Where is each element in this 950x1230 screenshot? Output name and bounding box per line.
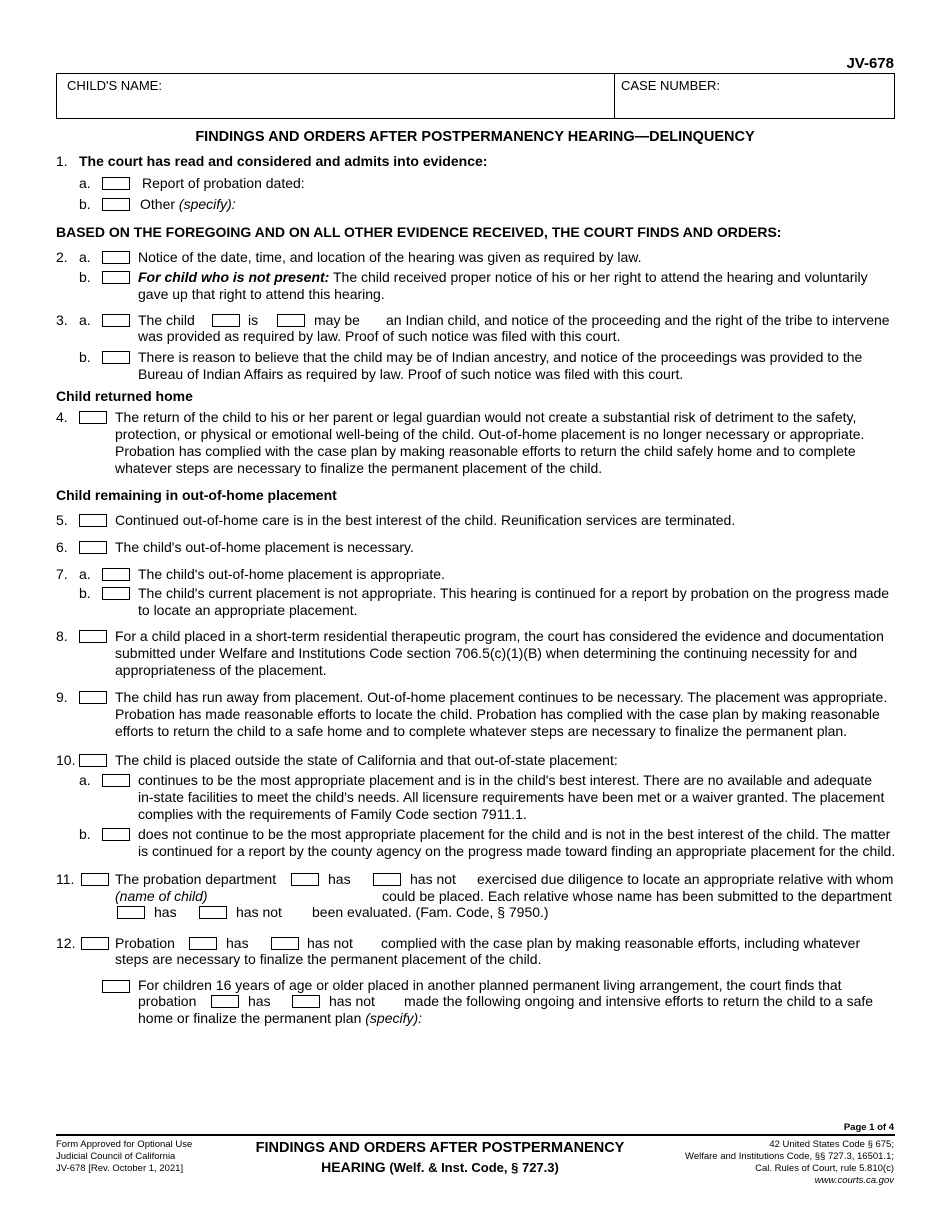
- item-11-line2-rest: could be placed. Each relative whose name has been submitted to the department: [382, 888, 892, 904]
- item-1b-letter: b.: [79, 196, 91, 212]
- footer-center: [200, 1139, 680, 1177]
- item-8-line2: submitted under Welfare and Institutions Code section 706.5(c)(1)(B) when determining the continuing necessity for and: [115, 645, 858, 661]
- item-11-line1-rest: exercised due diligence to locate an appropriate relative with whom: [477, 871, 894, 887]
- item-7b-line1: The child's current placement is not appropriate. This hearing is continued for a report by probation on the progress made: [138, 585, 890, 601]
- item-2a-letter: a.: [79, 249, 91, 265]
- item-4-num: 4.: [56, 409, 68, 425]
- item-10b-line2: is continued for a report by the county agency on the progress made toward finding an appropriate placement for the child.: [138, 843, 896, 859]
- item-10-checkbox[interactable]: [79, 754, 107, 767]
- item-12-line2: steps are necessary to finalize the permanent placement of the child.: [115, 951, 542, 967]
- item-12-sub-has-checkbox[interactable]: [211, 995, 239, 1008]
- item-4-line4: whatever steps are necessary to finalize the permanent placement of the child.: [115, 460, 603, 476]
- item-10b-line1: does not continue to be the most appropriate placement for the child and is not in the best interest of the child. The matter: [138, 826, 891, 842]
- item-12-sub-line3-text: home or finalize the permanent plan: [138, 1010, 366, 1026]
- item-10b-checkbox[interactable]: [102, 828, 130, 841]
- item-9-line3: efforts to return the child to a safe home and to complete whatever steps are necessary to finalize the permanent plan.: [115, 723, 848, 739]
- footer-right-line1: 42 United States Code § 675;: [769, 1139, 894, 1150]
- item-3-num: 3.: [56, 312, 68, 328]
- item-1b-text-wrap: [140, 196, 236, 212]
- item-1a-text: Report of probation dated:: [142, 175, 305, 191]
- item-8-line1: For a child placed in a short-term residential therapeutic program, the court has considered the evidence and documentation: [115, 628, 884, 644]
- item-11-has-not-checkbox[interactable]: [373, 873, 401, 886]
- item-11-has-not: has not: [410, 871, 456, 887]
- item-12-num: 12.: [56, 935, 76, 951]
- item-11-line3-has-not-checkbox[interactable]: [199, 906, 227, 919]
- item-3a-is: is: [248, 312, 259, 328]
- item-10a-letter: a.: [79, 772, 91, 788]
- item-12-sub-probation: probation: [138, 993, 197, 1009]
- item-12-has-checkbox[interactable]: [189, 937, 217, 950]
- item-3b-checkbox[interactable]: [102, 351, 130, 364]
- item-10a-checkbox[interactable]: [102, 774, 130, 787]
- item-1b-specify: (specify):: [178, 196, 236, 212]
- item-11-has-checkbox[interactable]: [291, 873, 319, 886]
- item-9-line1: The child has run away from placement. Out-of-home placement continues to be necessary. The placement was appropriate.: [115, 689, 888, 705]
- item-7a-letter: a.: [79, 566, 91, 582]
- item-2a-text: Notice of the date, time, and location of the hearing was given as required by law.: [138, 249, 642, 265]
- footer-left-line1: Form Approved for Optional Use: [56, 1139, 193, 1150]
- item-12-sub-has-not-checkbox[interactable]: [292, 995, 320, 1008]
- item-12-probation: Probation: [115, 935, 175, 951]
- item-8-checkbox[interactable]: [79, 630, 107, 643]
- item-4-checkbox[interactable]: [79, 411, 107, 424]
- item-9-checkbox[interactable]: [79, 691, 107, 704]
- item-2b-letter: b.: [79, 269, 91, 285]
- footer-title-line1: FINDINGS AND ORDERS AFTER POSTPERMANENCY: [255, 1140, 625, 1156]
- case-number-label: CASE NUMBER:: [621, 78, 720, 93]
- item-2b-line1: [138, 269, 868, 285]
- item-5-num: 5.: [56, 512, 68, 528]
- item-1a-letter: a.: [79, 175, 91, 191]
- item-7b-letter: b.: [79, 585, 91, 601]
- item-11-line3-has-checkbox[interactable]: [117, 906, 145, 919]
- item-1b-checkbox[interactable]: [102, 198, 130, 211]
- section-child-remaining: Child remaining in out-of-home placement: [56, 487, 337, 503]
- form-title: FINDINGS AND ORDERS AFTER POSTPERMANENCY HEARING—DELINQUENCY: [195, 129, 755, 145]
- based-on-heading: BASED ON THE FOREGOING AND ON ALL OTHER EVIDENCE RECEIVED, THE COURT FINDS AND ORDERS:: [56, 224, 782, 240]
- item-12-sub-specify: (specify):: [365, 1010, 423, 1026]
- footer-title-line2: [200, 1158, 680, 1177]
- form-id: JV-678: [846, 55, 894, 72]
- item-10-text: The child is placed outside the state of California and that out-of-state placement:: [115, 752, 618, 768]
- item-1a-checkbox[interactable]: [102, 177, 130, 190]
- item-7b-line2: to locate an appropriate placement.: [138, 602, 358, 618]
- case-number-field[interactable]: [614, 107, 894, 118]
- item-10a-line3: complies with the requirements of Family Code section 7911.1.: [138, 806, 527, 822]
- item-9-num: 9.: [56, 689, 68, 705]
- page-number: Page 1 of 4: [843, 1122, 894, 1133]
- item-5-checkbox[interactable]: [79, 514, 107, 527]
- child-name-label: CHILD'S NAME:: [67, 78, 162, 93]
- item-7a-checkbox[interactable]: [102, 568, 130, 581]
- item-12-sub-line2-rest: made the following ongoing and intensive efforts to return the child to a safe: [404, 993, 874, 1009]
- item-2b-line1-text: The child received proper notice of his or her right to attend the hearing and voluntarily: [329, 269, 868, 285]
- item-2b-line2: gave up that right to attend this hearing.: [138, 286, 385, 302]
- item-12-has: has: [226, 935, 249, 951]
- item-3a-line2: was provided as required by law. Proof of such notice was filed with this court.: [138, 328, 621, 344]
- item-12-line1-rest: complied with the case plan by making reasonable efforts, including whatever: [381, 935, 861, 951]
- item-11-checkbox[interactable]: [81, 873, 109, 886]
- footer-rule: [56, 1134, 895, 1136]
- item-6-num: 6.: [56, 539, 68, 555]
- item-11-line3-has-not: has not: [236, 904, 282, 920]
- item-10-num: 10.: [56, 752, 76, 768]
- item-11-dept: The probation department: [115, 871, 277, 887]
- item-6-checkbox[interactable]: [79, 541, 107, 554]
- item-3a-line1-rest: an Indian child, and notice of the proceeding and the right of the tribe to intervene: [386, 312, 890, 328]
- item-8-line3: appropriateness of the placement.: [115, 662, 327, 678]
- item-3a-may-be-checkbox[interactable]: [277, 314, 305, 327]
- item-12-sub-has-not: has not: [329, 993, 375, 1009]
- item-12-sub-has: has: [248, 993, 271, 1009]
- item-10b-letter: b.: [79, 826, 91, 842]
- item-11-line3-rest: been evaluated. (Fam. Code, § 7950.): [312, 904, 549, 920]
- footer-left-line3: JV-678 [Rev. October 1, 2021]: [56, 1163, 184, 1174]
- item-12-specify-field[interactable]: [138, 1030, 894, 1110]
- item-3a-is-checkbox[interactable]: [212, 314, 240, 327]
- item-3b-letter: b.: [79, 349, 91, 365]
- footer-left-line2: Judicial Council of California: [56, 1151, 176, 1162]
- item-3b-line1: There is reason to believe that the child may be of Indian ancestry, and notice of the proceedings was provided to the: [138, 349, 863, 365]
- footer-title-code: (Welf. & Inst. Code, § 727.3): [385, 1160, 559, 1175]
- item-4-line1: The return of the child to his or her parent or legal guardian would not create a substantial risk of detriment to the safety,: [115, 409, 857, 425]
- child-name-field[interactable]: [56, 107, 613, 118]
- item-9-line2: Probation has made reasonable efforts to locate the child. Probation has complied with the case plan by making reasonable: [115, 706, 880, 722]
- footer-left: [56, 1139, 192, 1175]
- footer-right-line2: Welfare and Institutions Code, §§ 727.3, 16501.1;: [685, 1151, 894, 1162]
- item-11-has: has: [328, 871, 351, 887]
- footer-title-hearing: HEARING: [321, 1159, 386, 1175]
- item-4-line3: Probation has complied with the case plan by making reasonable efforts to return the child safely home and to complete: [115, 443, 856, 459]
- item-2b-bold: For child who is not present:: [138, 269, 330, 285]
- item-8-num: 8.: [56, 628, 68, 644]
- item-10a-line1: continues to be the most appropriate placement and is in the child's best interest. There are no available and adequate: [138, 772, 872, 788]
- item-11-child-name-field[interactable]: [212, 888, 377, 904]
- item-10a-line2: in-state facilities to meet the child's needs. All licensure requirements have been met or a waiver granted. The placement: [138, 789, 885, 805]
- item-11-line3-has: has: [154, 904, 177, 920]
- item-7-num: 7.: [56, 566, 68, 582]
- footer-website[interactable]: www.courts.ca.gov: [814, 1175, 894, 1186]
- item-3a-may-be: may be: [314, 312, 360, 328]
- footer-right: [685, 1139, 894, 1187]
- item-2b-checkbox[interactable]: [102, 271, 130, 284]
- item-1-num: 1.: [56, 153, 68, 169]
- item-11-name-of-child: (name of child): [115, 888, 208, 904]
- footer-right-line3: Cal. Rules of Court, rule 5.810(c): [755, 1163, 894, 1174]
- item-3a-child: The child: [138, 312, 195, 328]
- item-7b-checkbox[interactable]: [102, 587, 130, 600]
- item-12-sub-line3: [138, 1010, 422, 1026]
- item-3a-letter: a.: [79, 312, 91, 328]
- item-12-checkbox[interactable]: [81, 937, 109, 950]
- item-4-line2: protection, or physical or emotional well-being of the child. Out-of-home placement is no longer necessary or appropriate.: [115, 426, 865, 442]
- item-7a-text: The child's out-of-home placement is appropriate.: [138, 566, 445, 582]
- item-6-text: The child's out-of-home placement is necessary.: [115, 539, 414, 555]
- item-1-text: The court has read and considered and admits into evidence:: [79, 153, 488, 169]
- item-3b-line2: Bureau of Indian Affairs as required by law. Proof of such notice was filed with this court.: [138, 366, 684, 382]
- section-child-returned-home: Child returned home: [56, 388, 193, 404]
- item-1b-text: Other: [140, 196, 179, 212]
- item-2-num: 2.: [56, 249, 68, 265]
- item-12-sub-checkbox[interactable]: [102, 980, 130, 993]
- item-11-num: 11.: [56, 871, 75, 887]
- item-5-text: Continued out-of-home care is in the best interest of the child. Reunification services are terminated.: [115, 512, 736, 528]
- item-12-sub-line1: For children 16 years of age or older placed in another planned permanent living arrangement, the court finds that: [138, 977, 842, 993]
- item-12-has-not-checkbox[interactable]: [271, 937, 299, 950]
- item-3a-checkbox[interactable]: [102, 314, 130, 327]
- item-2a-checkbox[interactable]: [102, 251, 130, 264]
- item-12-has-not: has not: [307, 935, 353, 951]
